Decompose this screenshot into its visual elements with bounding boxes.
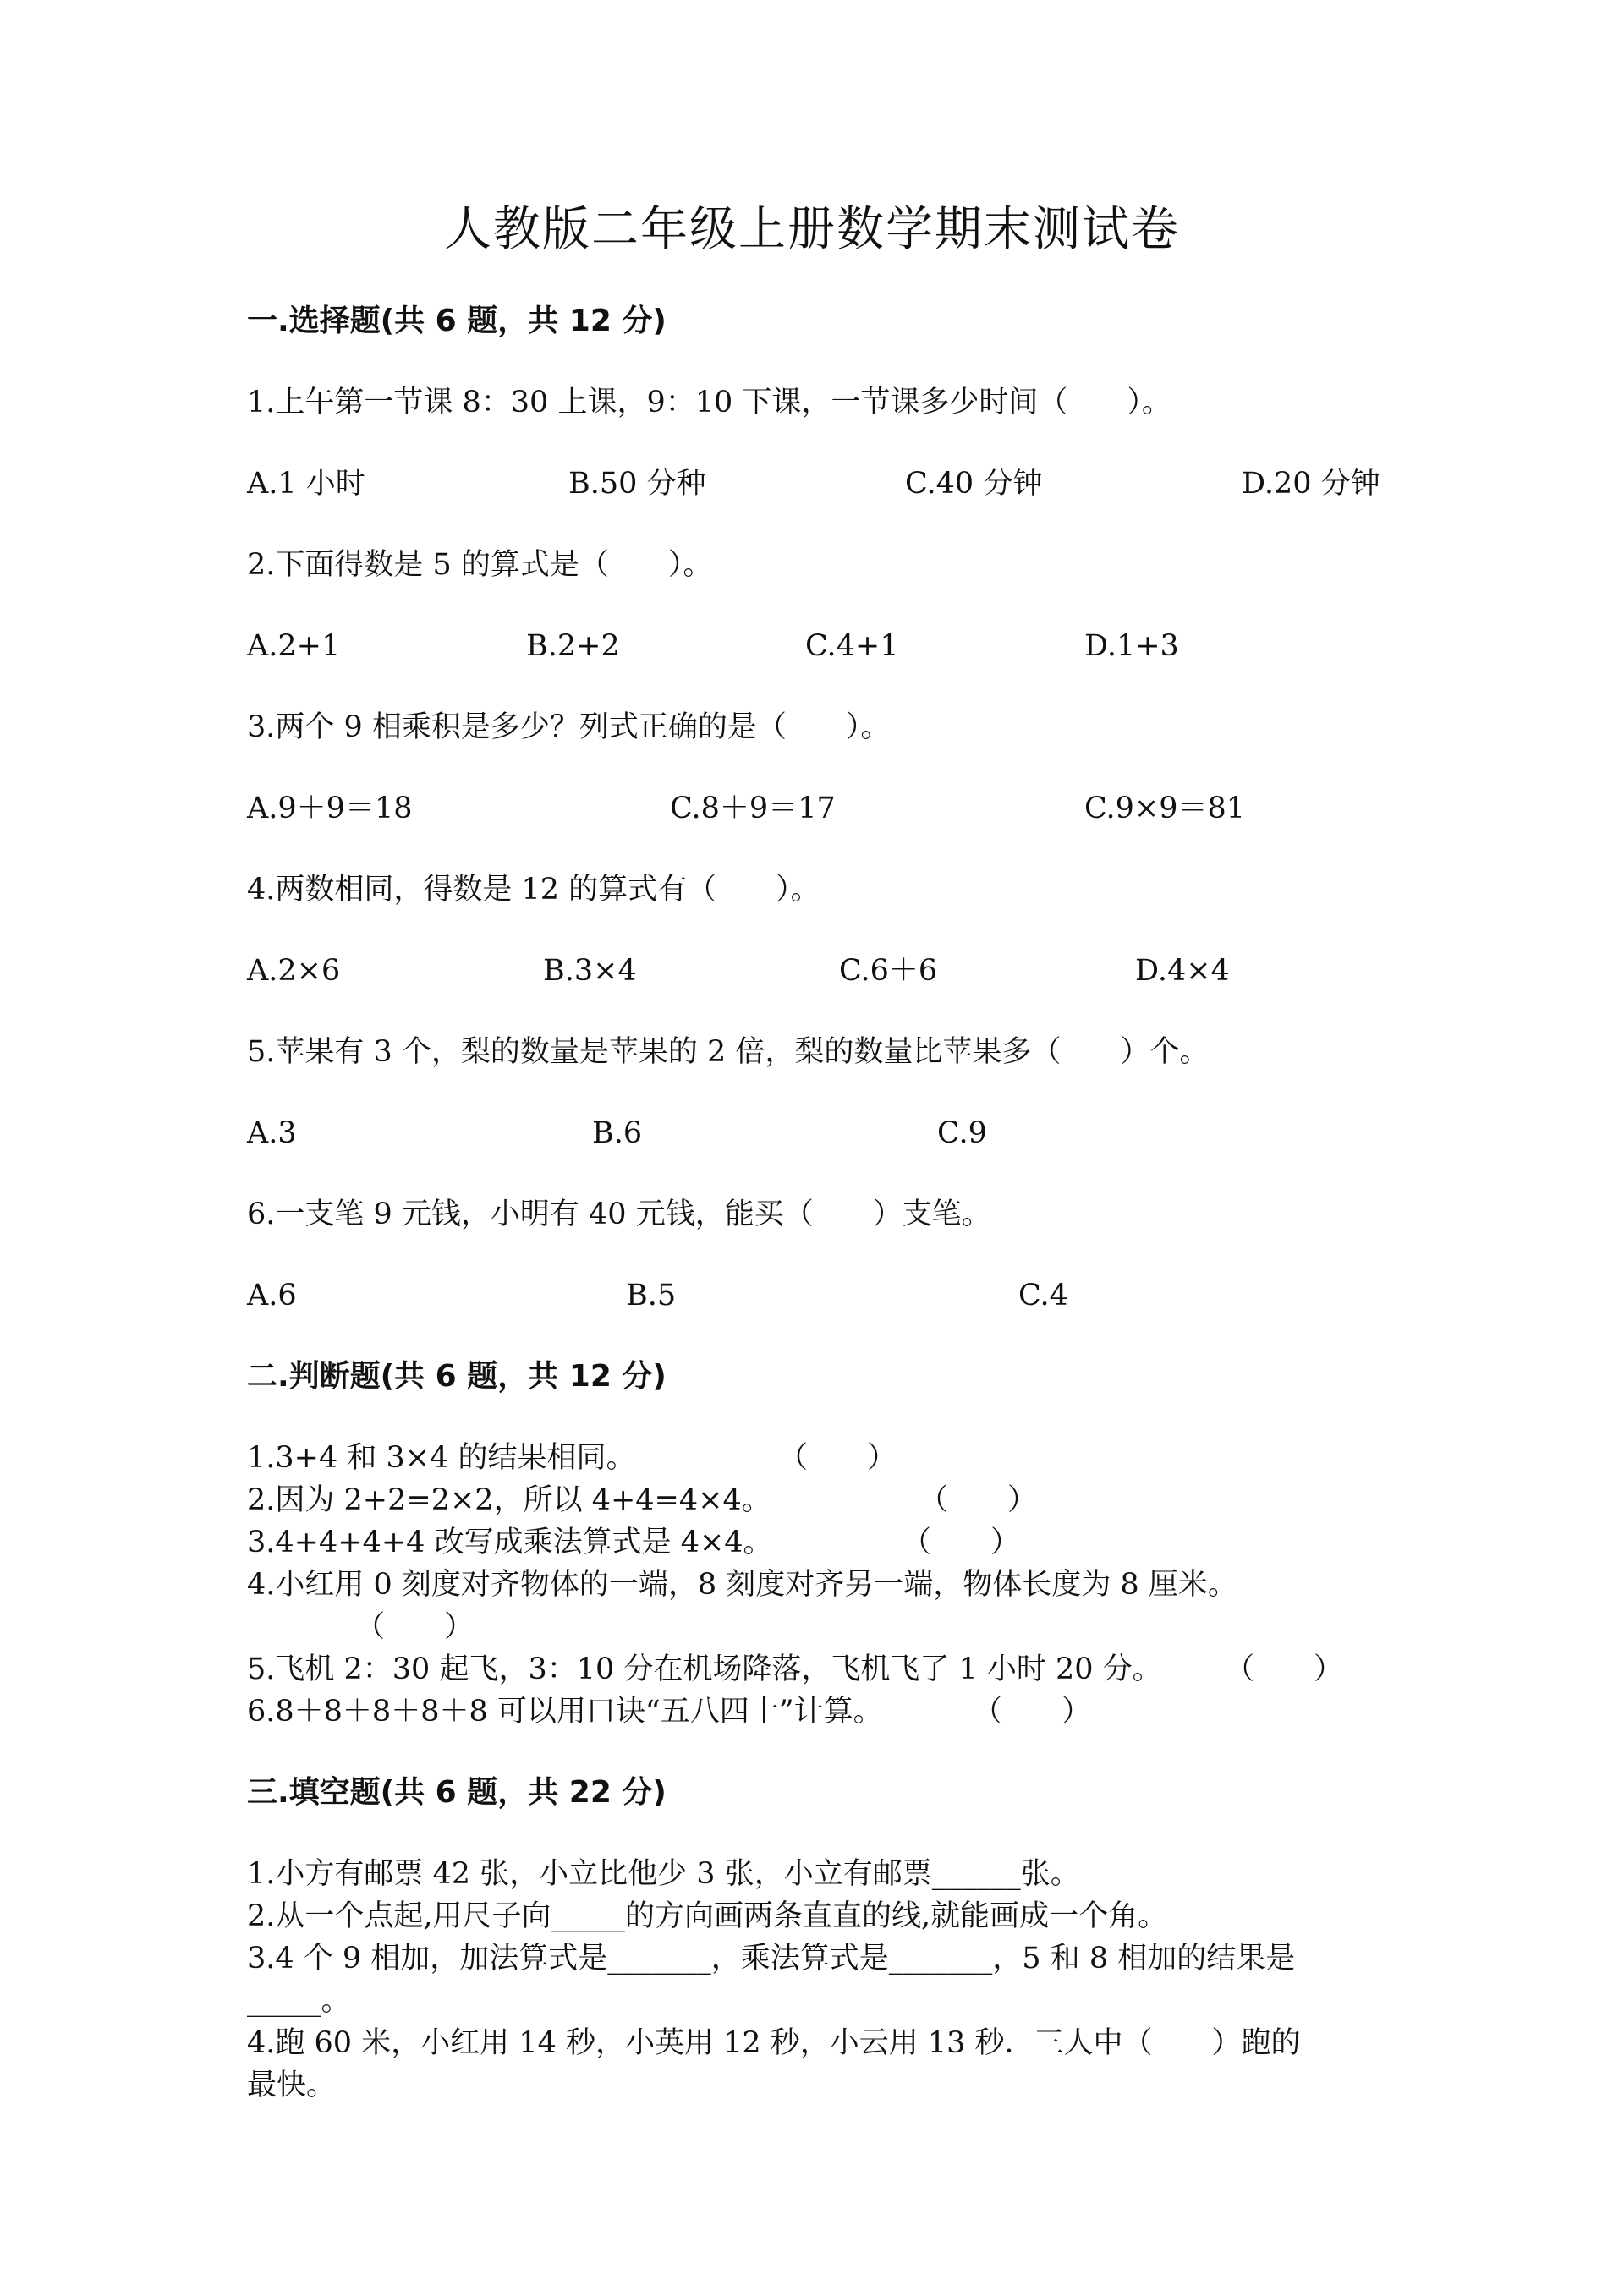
judge-item: 4.小红用 0 刻度对齐物体的一端，8 刻度对齐另一端，物体长度为 8 厘米。	[247, 1568, 1237, 1602]
fill-question-line: _____。	[247, 1984, 351, 2018]
answer-paren[interactable]: （ ）	[919, 1483, 1038, 1517]
option: C.4	[1018, 1279, 1068, 1312]
question-stem: 6.一支笔 9 元钱，小明有 40 元钱，能买（ ）支笔。	[247, 1197, 991, 1231]
option: D.1+3	[1084, 629, 1179, 663]
question-stem: 4.两数相同，得数是 12 的算式有（ ）。	[247, 873, 820, 907]
judge-item: 2.因为 2+2=2×2，所以 4+4=4×4。	[247, 1483, 771, 1517]
question-stem: 1.上午第一节课 8：30 上课，9：10 下课，一节课多少时间（ ）。	[247, 386, 1171, 419]
option: A.2+1	[247, 629, 341, 663]
option: A.2×6	[247, 954, 341, 988]
option: A.3	[247, 1116, 297, 1150]
fill-question-line: 3.4 个 9 相加，加法算式是_______，乘法算式是_______，5 和 8 相加的结果是	[247, 1942, 1296, 1975]
option: C.4+1	[805, 629, 899, 663]
option: A.9＋9＝18	[247, 792, 413, 825]
option: B.5	[626, 1279, 677, 1312]
option: B.2+2	[526, 629, 620, 663]
question-stem: 3.两个 9 相乘积是多少？列式正确的是（ ）。	[247, 710, 891, 744]
section-heading-fill: 三.填空题(共 6 题，共 22 分)	[247, 1775, 667, 1810]
section-heading-choice: 一.选择题(共 6 题，共 12 分)	[247, 304, 667, 338]
judge-item: 1.3+4 和 3×4 的结果相同。	[247, 1441, 636, 1475]
question-stem: 2.下面得数是 5 的算式是（ ）。	[247, 548, 713, 582]
option: C.9×9＝81	[1084, 792, 1246, 825]
option: C.8＋9＝17	[670, 792, 836, 825]
fill-question-line: 2.从一个点起,用尺子向_____的方向画两条直直的线,就能画成一个角。	[247, 1899, 1168, 1933]
fill-question-line: 4.跑 60 米，小红用 14 秒，小英用 12 秒，小云用 13 秒．三人中（ ）跑的	[247, 2026, 1301, 2060]
section-heading-judge: 二.判断题(共 6 题，共 12 分)	[247, 1359, 667, 1394]
judge-item: 6.8＋8＋8＋8＋8 可以用口诀“五八四十”计算。	[247, 1695, 883, 1729]
option: A.1 小时	[247, 467, 365, 501]
option: D.20 分钟	[1242, 467, 1380, 501]
fill-question-line: 1.小方有邮票 42 张，小立比他少 3 张，小立有邮票______张。	[247, 1857, 1080, 1891]
fill-question-line: 最快。	[247, 2069, 337, 2102]
option: C.9	[937, 1116, 987, 1150]
question-stem: 5.苹果有 3 个，梨的数量是苹果的 2 倍，梨的数量比苹果多（ ）个。	[247, 1035, 1210, 1069]
option: A.6	[247, 1279, 297, 1312]
option: C.6＋6	[839, 954, 938, 988]
answer-paren[interactable]: （ ）	[902, 1526, 1021, 1559]
answer-paren[interactable]: （ ）	[778, 1441, 897, 1475]
option: B.50 分种	[568, 467, 706, 501]
answer-paren[interactable]: （ ）	[355, 1610, 475, 1644]
judge-item: 3.4+4+4+4 改写成乘法算式是 4×4。	[247, 1526, 773, 1559]
page-title: 人教版二年级上册数学期末测试卷	[444, 202, 1180, 257]
option: B.3×4	[543, 954, 637, 988]
option: D.4×4	[1135, 954, 1230, 988]
answer-paren[interactable]: （ ）	[1225, 1652, 1344, 1686]
judge-item: 5.飞机 2：30 起飞，3：10 分在机场降落，飞机飞了 1 小时 20 分。	[247, 1652, 1162, 1686]
option: C.40 分钟	[905, 467, 1043, 501]
answer-paren[interactable]: （ ）	[973, 1695, 1092, 1729]
option: B.6	[592, 1116, 643, 1150]
